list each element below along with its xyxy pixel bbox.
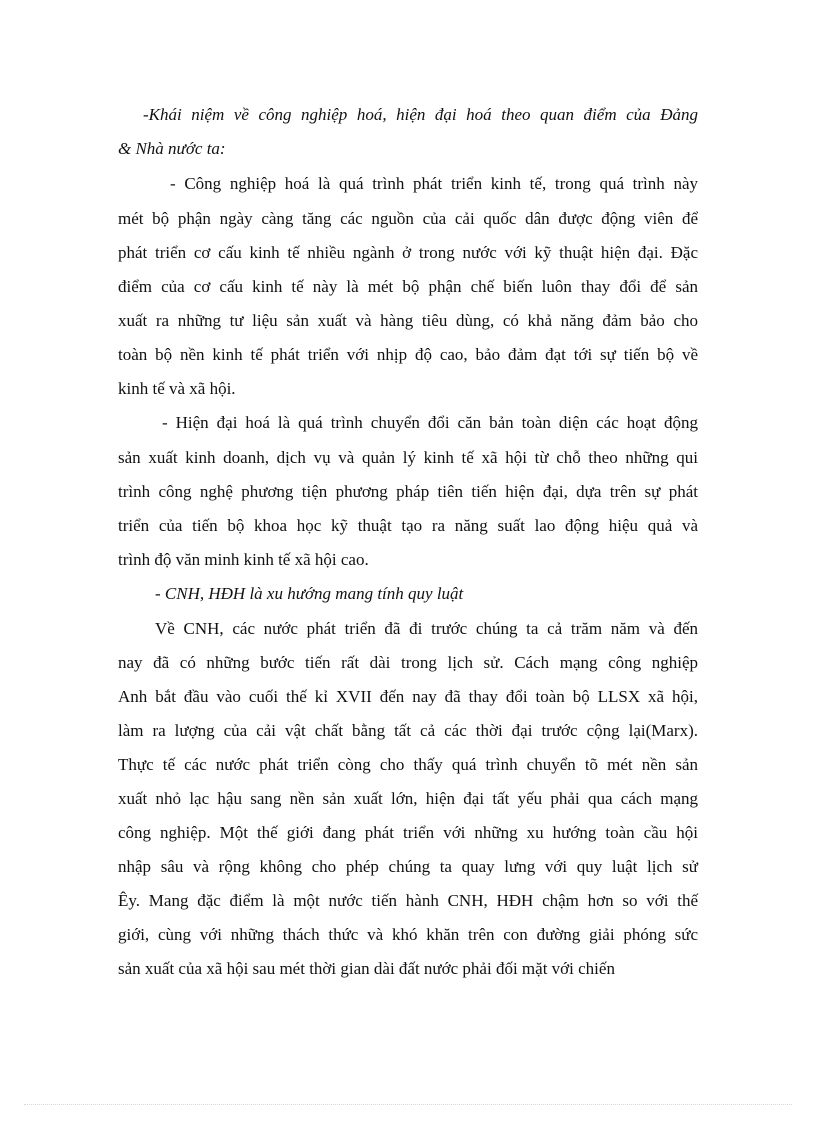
concept-heading-line-2: & Nhà nước ta: [118,139,226,158]
trend-heading: - CNH, HĐH là xu hướng mang tính quy luật [155,584,464,603]
industrialization-line-3: phát triển cơ cấu kinh tế nhiều ngành ở trong nước với kỹ thuật hiện đại. Đặc [118,243,698,262]
modernization-line-2: sản xuất kinh doanh, dịch vụ và quản lý kinh tế xã hội từ chỗ theo những qui [118,448,698,467]
modernization-line-5: trình độ văn minh kinh tế xã hội cao. [118,550,369,569]
modernization-line-1: - Hiện đại hoá là quá trình chuyển đổi căn bản toàn diện các hoạt động [162,413,698,432]
trend-body-line-4: làm ra lượng của cải vật chất bằng tất cả các thời đại trước cộng lại(Marx). [118,721,698,740]
page-bottom-divider [24,1104,792,1105]
industrialization-line-5: xuất ra những tư liệu sản xuất và hàng tiêu dùng, có khả năng đảm bảo cho [118,311,698,330]
trend-body-line-7: công nghiệp. Một thế giới đang phát triển với những xu hướng toàn cầu hội [118,823,698,842]
trend-body-line-10: giới, cùng với những thách thức và khó khăn trên con đường giải phóng sức [118,925,698,944]
trend-body-line-6: xuất nhỏ lạc hậu sang nền sản xuất lớn, hiện đại tất yếu phải qua cách mạng [118,789,698,808]
trend-body-line-3: Anh bắt đầu vào cuối thế kỉ XVII đến nay đã thay đổi toàn bộ LLSX xã hội, [118,687,698,706]
trend-body-line-1: Về CNH, các nước phát triển đã đi trước chúng ta cả trăm năm và đến [155,619,698,638]
trend-body-line-11: sản xuất của xã hội sau mét thời gian dài đất nước phải đối mặt với chiến [118,959,615,978]
modernization-line-3: trình công nghệ phương tiện phương pháp tiên tiến hiện đại, dựa trên sự phát [118,482,698,501]
industrialization-line-7: kinh tế và xã hội. [118,379,236,398]
trend-body-line-5: Thực tế các nước phát triển còng cho thấy quá trình chuyển tõ mét nền sản [118,755,698,774]
industrialization-line-1: - Công nghiệp hoá là quá trình phát triển kinh tế, trong quá trình này [170,174,698,193]
trend-body-line-9: Êy. Mang đặc điểm là một nước tiến hành CNH, HĐH chậm hơn so với thế [118,891,698,910]
trend-body-line-2: nay đã có những bước tiến rất dài trong lịch sử. Cách mạng công nghiệp [118,653,698,672]
trend-body-line-8: nhập sâu và rộng không cho phép chúng ta quay lưng với quy luật lịch sử [118,857,698,876]
industrialization-line-4: điểm của cơ cấu kinh tế này là mét bộ phận chế biến luôn thay đổi để sản [118,277,698,296]
industrialization-line-6: toàn bộ nền kinh tế phát triển với nhịp độ cao, bảo đảm đạt tới sự tiến bộ về [118,345,698,364]
concept-heading-line-1: -Khái niệm về công nghiệp hoá, hiện đại hoá theo quan điểm của Đảng [143,105,698,124]
modernization-line-4: triển của tiến bộ khoa học kỹ thuật tạo ra năng suất lao động hiệu quả và [118,516,698,535]
industrialization-line-2: mét bộ phận ngày càng tăng các nguồn của cải quốc dân được động viên để [118,209,698,228]
